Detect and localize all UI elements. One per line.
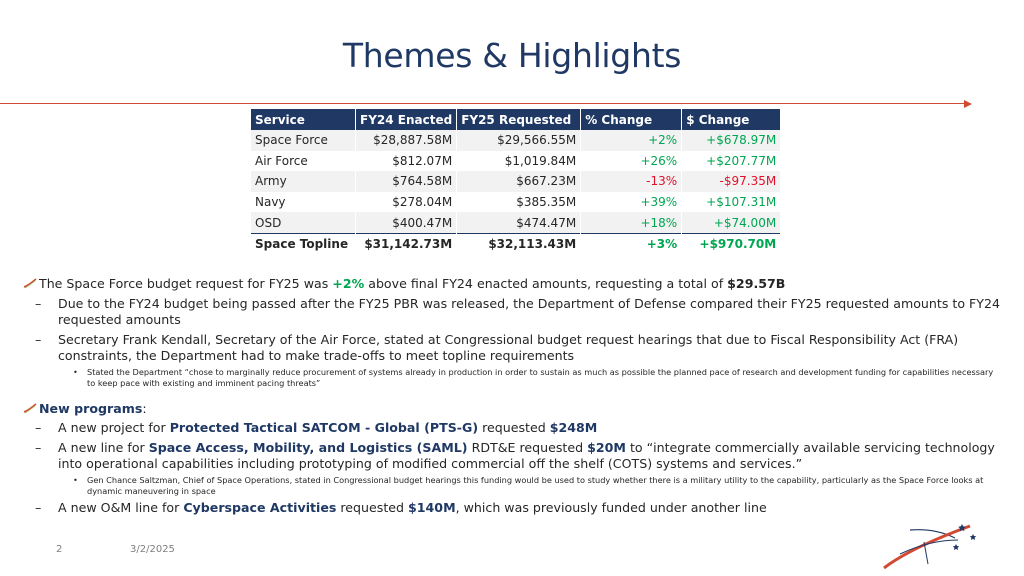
- cell-fy24: $400.47M: [356, 212, 457, 233]
- cell-fy24: $278.04M: [356, 192, 457, 213]
- cell-pct: +26%: [581, 151, 682, 172]
- cell-fy25: $32,113.43M: [457, 233, 581, 254]
- table-row: [251, 212, 781, 233]
- cell-fy25: $385.35M: [457, 192, 581, 213]
- header-fy24-enacted: FY24 Enacted: [356, 109, 457, 130]
- cell-pct: -13%: [581, 171, 682, 192]
- header-dollar-change: $ Change: [682, 109, 781, 130]
- cell-delta: +$74.00M: [682, 212, 781, 233]
- header-pct-change: % Change: [581, 109, 682, 130]
- swoosh-bullet-icon: [23, 402, 37, 414]
- cell-fy24: $764.58M: [356, 171, 457, 192]
- table-header-row: [251, 109, 781, 130]
- sub-sub-bullet-saltzman: • Gen Chance Saltzman, Chief of Space Operations, stated in Congressional budget hearings this funding would be used to study whether there is a military utility to the capability, particularly as the Space Force looks at dynamic maneuvering in space: [73, 474, 984, 496]
- slide-title: Themes & Highlights: [342, 36, 682, 75]
- sub-bullet-kendall: – Secretary Frank Kendall, Secretary of the Air Force, stated at Congressional budget request hearings that due to Fiscal Responsibility Act (FRA) constraints, the Department had to make trade-offs to meet topline requirements: [35, 331, 959, 363]
- cell-pct: +18%: [581, 212, 682, 233]
- cell-fy25: $1,019.84M: [457, 151, 581, 172]
- footer-date: 3/2/2025: [130, 544, 175, 555]
- swoosh-bullet-icon: [23, 277, 37, 289]
- cell-fy24: $28,887.58M: [356, 130, 457, 151]
- cell-pct: +2%: [581, 130, 682, 151]
- cell-delta: +$970.70M: [682, 233, 781, 254]
- table-row-total: [251, 233, 781, 254]
- sub-bullet-fy24-timing: – Due to the FY24 budget being passed after the FY25 PBR was released, the Department of Defense compared their FY25 requested amounts to FY24 requested amounts: [35, 295, 1000, 327]
- table-row: [251, 130, 781, 151]
- sub-bullet-cyberspace: – A new O&M line for Cyberspace Activities requested $140M, which was previously funded under another line: [35, 499, 767, 515]
- sub-bullet-saml: – A new line for Space Access, Mobility, and Logistics (SAML) RDT&E requested $20M to “integrate commercially available servicing technology into operational capabilities including prototyping of modified commercial off the shelf (COTS) systems and services.”: [35, 439, 995, 471]
- title-divider: [0, 103, 966, 104]
- cell-delta: -$97.35M: [682, 171, 781, 192]
- cell-fy24: $812.07M: [356, 151, 457, 172]
- cell-pct: +39%: [581, 192, 682, 213]
- cell-delta: +$678.97M: [682, 130, 781, 151]
- cell-fy25: $474.47M: [457, 212, 581, 233]
- cell-service: OSD: [251, 212, 356, 233]
- divider-arrow-icon: [964, 100, 972, 108]
- swoosh-stars-logo-icon: [880, 518, 980, 570]
- page-number: 2: [56, 544, 63, 555]
- cell-service: Space Force: [251, 130, 356, 151]
- bullet-budget-request: The Space Force budget request for FY25 was +2% above final FY24 enacted amounts, requesting a total of $29.57B: [23, 276, 1003, 293]
- cell-fy24: $31,142.73M: [356, 233, 457, 254]
- header-fy25-requested: FY25 Requested: [457, 109, 581, 130]
- bullet-new-programs: New programs:: [23, 401, 1003, 418]
- sub-sub-bullet-quote: • Stated the Department “chose to marginally reduce procurement of systems already in production in order to sustain as much as possible the planned pace of research and development funding for capabilities necessary to keep pace with existing and imminent pacing threats”: [73, 366, 994, 388]
- cell-service: Air Force: [251, 151, 356, 172]
- cell-service: Army: [251, 171, 356, 192]
- cell-fy25: $29,566.55M: [457, 130, 581, 151]
- cell-delta: +$207.77M: [682, 151, 781, 172]
- sub-bullet-pts-g: – A new project for Protected Tactical SATCOM - Global (PTS-G) requested $248M: [35, 420, 598, 435]
- cell-pct: +3%: [581, 233, 682, 254]
- bullet-list: [23, 276, 1003, 516]
- cell-service: Space Topline: [251, 233, 356, 254]
- cell-fy25: $667.23M: [457, 171, 581, 192]
- cell-service: Navy: [251, 192, 356, 213]
- budget-table: [251, 109, 781, 255]
- header-service: Service: [251, 109, 356, 130]
- table-row: [251, 171, 781, 192]
- table-row: [251, 151, 781, 172]
- cell-delta: +$107.31M: [682, 192, 781, 213]
- table-row: [251, 192, 781, 213]
